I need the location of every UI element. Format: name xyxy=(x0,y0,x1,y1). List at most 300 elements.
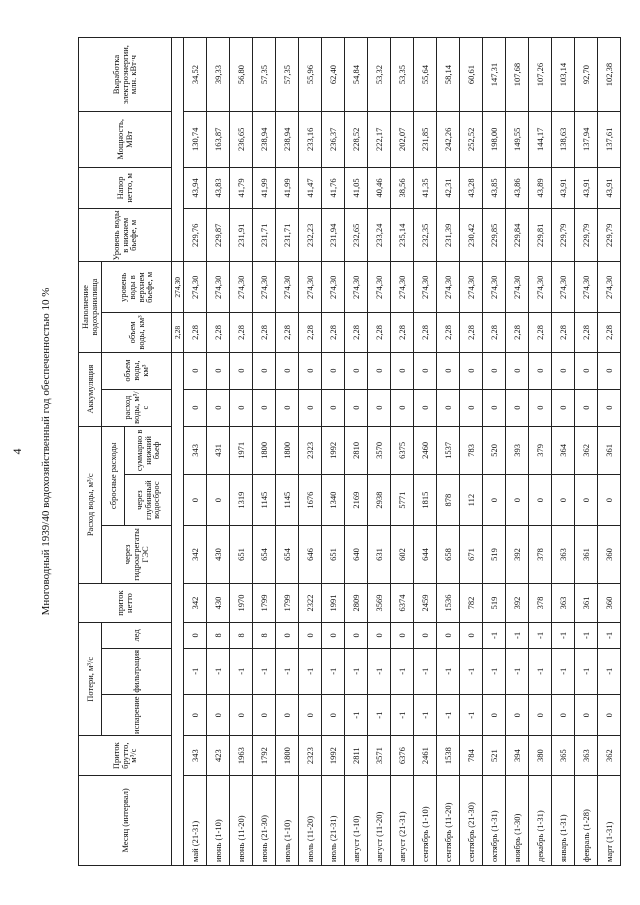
col-energy: Выработка электроэнергии, млн. кВт·ч xyxy=(79,38,172,112)
cell-energy: 39,33 xyxy=(207,38,230,112)
cell-head-net: 43,89 xyxy=(529,167,552,209)
cell-accum-flow: 0 xyxy=(368,389,391,426)
cell-inflow-net: 2322 xyxy=(299,583,322,622)
cell-deep-spillway: 1676 xyxy=(299,475,322,526)
cell-deep-spillway: 878 xyxy=(437,475,460,526)
cell-inflow-net: 430 xyxy=(207,583,230,622)
cell-month: июль (21-31) xyxy=(322,775,345,865)
cell-accum-flow: 0 xyxy=(322,389,345,426)
cell-upstream-level: 274,30 xyxy=(575,262,598,313)
cell-inflow-net: 2809 xyxy=(345,583,368,622)
cell-deep-spillway: 0 xyxy=(575,475,598,526)
cell-inflow-gross: 1800 xyxy=(276,736,299,775)
cell-ice: 8 xyxy=(253,623,276,648)
cell-filtration: -1 xyxy=(276,648,299,694)
cell-ice: 0 xyxy=(299,623,322,648)
group-flow: Расход воды, м³/с xyxy=(79,426,102,583)
cell-ice: -1 xyxy=(529,623,552,648)
cell-upstream-level: 274,30 xyxy=(253,262,276,313)
table-row xyxy=(230,38,253,866)
cell-accum-flow: 0 xyxy=(437,389,460,426)
table-row xyxy=(437,38,460,866)
cell-res-volume: 2,28 xyxy=(529,313,552,352)
group-losses: Потери, м³/с xyxy=(79,623,102,736)
cell-res-volume: 2,28 xyxy=(276,313,299,352)
col-downstream-level: Уровень воды в нижнем бьефе, м xyxy=(79,209,172,262)
cell-evaporation: -1 xyxy=(368,694,391,736)
cell-accum-flow: 0 xyxy=(391,389,414,426)
cell-inflow-net: 519 xyxy=(483,583,506,622)
cell-power: 202,07 xyxy=(391,112,414,168)
col-head-net: Напор нетто, м xyxy=(79,167,172,209)
cell-energy: 54,84 xyxy=(345,38,368,112)
cell-power: 198,00 xyxy=(483,112,506,168)
cell-deep-spillway: 1319 xyxy=(230,475,253,526)
cell-via-units: 651 xyxy=(322,526,345,584)
cell-month: август (21-31) xyxy=(391,775,414,865)
cell-res-volume: 2,28 xyxy=(575,313,598,352)
cell-upstream-level: 274,30 xyxy=(598,262,621,313)
cell-res-volume: 2,28 xyxy=(598,313,621,352)
cell-inflow-gross: 521 xyxy=(483,736,506,775)
cell-downstream-level: 229,85 xyxy=(483,209,506,262)
cell-head-net: 41,99 xyxy=(276,167,299,209)
cell-inflow-net: 2459 xyxy=(414,583,437,622)
cell-downstream-level: 229,76 xyxy=(184,209,207,262)
cell-power: 233,16 xyxy=(299,112,322,168)
cell-filtration: -1 xyxy=(368,648,391,694)
group-accumulation: Аккумуляция xyxy=(79,352,102,426)
cell-inflow-gross: 6376 xyxy=(391,736,414,775)
cell-downstream-level: 231,71 xyxy=(276,209,299,262)
cell-accum-volume: 0 xyxy=(368,352,391,389)
cell-total-downstream: 3570 xyxy=(368,426,391,475)
group-reservoir: Наполнение водохранилища xyxy=(79,262,102,352)
cell-ice: 0 xyxy=(368,623,391,648)
cell-filtration: -1 xyxy=(322,648,345,694)
table-row xyxy=(414,38,437,866)
cell-inflow-net: 1799 xyxy=(276,583,299,622)
col-inflow-gross: Приток брутто, м³/с xyxy=(79,736,172,775)
cell-deep-spillway: 1340 xyxy=(322,475,345,526)
cell-downstream-level: 229,81 xyxy=(529,209,552,262)
cell-accum-flow: 0 xyxy=(253,389,276,426)
col-accum-flow: расход воды, м³/с xyxy=(102,389,172,426)
table-row xyxy=(598,38,621,866)
cell-upstream-level: 274,30 xyxy=(276,262,299,313)
cell-power: 236,65 xyxy=(230,112,253,168)
cell-energy: 56,80 xyxy=(230,38,253,112)
cell-month: сентябрь (21-30) xyxy=(460,775,483,865)
cell-accum-volume: 0 xyxy=(184,352,207,389)
table-row xyxy=(460,38,483,866)
cell-month: сентябрь (1-10) xyxy=(414,775,437,865)
cell-upstream-level: 274,30 xyxy=(460,262,483,313)
cell-filtration: -1 xyxy=(207,648,230,694)
cell-inflow-net: 782 xyxy=(460,583,483,622)
cell-month: декабрь (1-31) xyxy=(529,775,552,865)
cell-energy: 107,26 xyxy=(529,38,552,112)
cell-via-units: 602 xyxy=(391,526,414,584)
cell-evaporation: -1 xyxy=(414,694,437,736)
cell-upstream-level: 274,30 xyxy=(322,262,345,313)
cell-upstream-level: 274,30 xyxy=(345,262,368,313)
group-discharge: сбросные расходы xyxy=(102,426,125,525)
cell-res-volume: 2,28 xyxy=(552,313,575,352)
cell-accum-volume: 0 xyxy=(529,352,552,389)
cell-downstream-level: 235,14 xyxy=(391,209,414,262)
cell-power: 137,94 xyxy=(575,112,598,168)
cell-evaporation: -1 xyxy=(391,694,414,736)
cell-ice: 0 xyxy=(276,623,299,648)
cell-filtration: -1 xyxy=(230,648,253,694)
start-upstream-level: 274,30 xyxy=(172,262,184,313)
table-row xyxy=(207,38,230,866)
cell-deep-spillway: 1815 xyxy=(414,475,437,526)
cell-accum-volume: 0 xyxy=(414,352,437,389)
cell-accum-flow: 0 xyxy=(575,389,598,426)
cell-filtration: -1 xyxy=(345,648,368,694)
cell-evaporation: 0 xyxy=(207,694,230,736)
table-row xyxy=(506,38,529,866)
cell-energy: 57,35 xyxy=(276,38,299,112)
cell-accum-flow: 0 xyxy=(414,389,437,426)
cell-downstream-level: 230,42 xyxy=(460,209,483,262)
cell-accum-flow: 0 xyxy=(460,389,483,426)
cell-inflow-gross: 380 xyxy=(529,736,552,775)
cell-inflow-gross: 2461 xyxy=(414,736,437,775)
cell-evaporation: 0 xyxy=(184,694,207,736)
cell-head-net: 43,91 xyxy=(575,167,598,209)
cell-power: 242,26 xyxy=(437,112,460,168)
col-month: Месяц (интервал) xyxy=(79,775,172,865)
cell-evaporation: 0 xyxy=(483,694,506,736)
cell-ice: -1 xyxy=(598,623,621,648)
cell-energy: 107,68 xyxy=(506,38,529,112)
cell-downstream-level: 232,65 xyxy=(345,209,368,262)
cell-month: май (21-31) xyxy=(184,775,207,865)
cell-month: июнь (1-10) xyxy=(207,775,230,865)
cell-accum-flow: 0 xyxy=(529,389,552,426)
cell-via-units: 360 xyxy=(598,526,621,584)
cell-upstream-level: 274,30 xyxy=(368,262,391,313)
table-row xyxy=(276,38,299,866)
cell-inflow-gross: 2811 xyxy=(345,736,368,775)
cell-month: октябрь (1-31) xyxy=(483,775,506,865)
cell-month: март (1-31) xyxy=(598,775,621,865)
cell-downstream-level: 229,79 xyxy=(598,209,621,262)
cell-inflow-net: 1991 xyxy=(322,583,345,622)
cell-deep-spillway: 2938 xyxy=(368,475,391,526)
table-row xyxy=(529,38,552,866)
cell-filtration: -1 xyxy=(506,648,529,694)
cell-head-net: 41,99 xyxy=(253,167,276,209)
cell-res-volume: 2,28 xyxy=(184,313,207,352)
cell-upstream-level: 274,30 xyxy=(207,262,230,313)
cell-filtration: -1 xyxy=(184,648,207,694)
cell-inflow-gross: 1963 xyxy=(230,736,253,775)
table-row xyxy=(253,38,276,866)
cell-res-volume: 2,28 xyxy=(368,313,391,352)
col-res-volume: объем воды, км³ xyxy=(102,313,172,352)
page-number: 4 xyxy=(10,448,24,455)
cell-upstream-level: 274,30 xyxy=(506,262,529,313)
cell-via-units: 361 xyxy=(575,526,598,584)
cell-ice: 0 xyxy=(391,623,414,648)
col-power: Мощность, МВт xyxy=(79,112,172,168)
cell-total-downstream: 1800 xyxy=(276,426,299,475)
cell-ice: 8 xyxy=(230,623,253,648)
cell-filtration: -1 xyxy=(391,648,414,694)
cell-power: 222,17 xyxy=(368,112,391,168)
cell-power: 144,17 xyxy=(529,112,552,168)
cell-power: 137,61 xyxy=(598,112,621,168)
col-accum-volume: объем воды, км³ xyxy=(102,352,172,389)
cell-via-units: 654 xyxy=(253,526,276,584)
table-row xyxy=(391,38,414,866)
cell-total-downstream: 379 xyxy=(529,426,552,475)
cell-deep-spillway: 0 xyxy=(207,475,230,526)
cell-via-units: 651 xyxy=(230,526,253,584)
cell-evaporation: 0 xyxy=(230,694,253,736)
cell-filtration: -1 xyxy=(598,648,621,694)
cell-total-downstream: 2460 xyxy=(414,426,437,475)
cell-filtration: -1 xyxy=(483,648,506,694)
cell-accum-volume: 0 xyxy=(253,352,276,389)
cell-via-units: 392 xyxy=(506,526,529,584)
cell-downstream-level: 231,39 xyxy=(437,209,460,262)
cell-accum-flow: 0 xyxy=(207,389,230,426)
cell-head-net: 41,76 xyxy=(322,167,345,209)
cell-deep-spillway: 5771 xyxy=(391,475,414,526)
cell-month: август (1-10) xyxy=(345,775,368,865)
cell-total-downstream: 431 xyxy=(207,426,230,475)
cell-downstream-level: 232,23 xyxy=(299,209,322,262)
cell-upstream-level: 274,30 xyxy=(299,262,322,313)
cell-head-net: 40,46 xyxy=(368,167,391,209)
cell-res-volume: 2,28 xyxy=(253,313,276,352)
cell-power: 228,52 xyxy=(345,112,368,168)
cell-inflow-gross: 1792 xyxy=(253,736,276,775)
cell-inflow-net: 361 xyxy=(575,583,598,622)
cell-energy: 53,35 xyxy=(391,38,414,112)
cell-deep-spillway: 1145 xyxy=(253,475,276,526)
cell-evaporation: 0 xyxy=(299,694,322,736)
cell-head-net: 41,35 xyxy=(414,167,437,209)
cell-head-net: 43,91 xyxy=(552,167,575,209)
cell-upstream-level: 274,30 xyxy=(184,262,207,313)
cell-accum-volume: 0 xyxy=(506,352,529,389)
cell-power: 231,85 xyxy=(414,112,437,168)
cell-month: август (11-20) xyxy=(368,775,391,865)
cell-filtration: -1 xyxy=(253,648,276,694)
cell-head-net: 43,28 xyxy=(460,167,483,209)
cell-accum-volume: 0 xyxy=(322,352,345,389)
cell-via-units: 519 xyxy=(483,526,506,584)
cell-via-units: 631 xyxy=(368,526,391,584)
cell-inflow-gross: 423 xyxy=(207,736,230,775)
cell-inflow-net: 360 xyxy=(598,583,621,622)
cell-month: июль (11-20) xyxy=(299,775,322,865)
cell-accum-flow: 0 xyxy=(299,389,322,426)
cell-accum-volume: 0 xyxy=(552,352,575,389)
cell-total-downstream: 1800 xyxy=(253,426,276,475)
cell-power: 236,37 xyxy=(322,112,345,168)
cell-inflow-net: 363 xyxy=(552,583,575,622)
cell-inflow-net: 6374 xyxy=(391,583,414,622)
cell-ice: 0 xyxy=(322,623,345,648)
cell-accum-volume: 0 xyxy=(345,352,368,389)
cell-accum-flow: 0 xyxy=(598,389,621,426)
cell-via-units: 671 xyxy=(460,526,483,584)
cell-ice: 0 xyxy=(345,623,368,648)
col-ice: лед xyxy=(102,623,172,648)
cell-res-volume: 2,28 xyxy=(391,313,414,352)
cell-energy: 147,31 xyxy=(483,38,506,112)
cell-via-units: 378 xyxy=(529,526,552,584)
cell-inflow-net: 392 xyxy=(506,583,529,622)
cell-evaporation: -1 xyxy=(460,694,483,736)
table-row xyxy=(368,38,391,866)
cell-res-volume: 2,28 xyxy=(322,313,345,352)
cell-power: 163,87 xyxy=(207,112,230,168)
cell-evaporation: 0 xyxy=(529,694,552,736)
cell-energy: 34,52 xyxy=(184,38,207,112)
cell-res-volume: 2,28 xyxy=(345,313,368,352)
cell-month: сентябрь (11-20) xyxy=(437,775,460,865)
cell-upstream-level: 274,30 xyxy=(391,262,414,313)
cell-deep-spillway: 112 xyxy=(460,475,483,526)
cell-total-downstream: 520 xyxy=(483,426,506,475)
cell-accum-volume: 0 xyxy=(391,352,414,389)
cell-total-downstream: 361 xyxy=(598,426,621,475)
col-deep-spillway: через глубинный водосброс xyxy=(125,475,172,526)
cell-energy: 102,38 xyxy=(598,38,621,112)
cell-res-volume: 2,28 xyxy=(483,313,506,352)
cell-deep-spillway: 1145 xyxy=(276,475,299,526)
cell-evaporation: 0 xyxy=(575,694,598,736)
cell-head-net: 38,56 xyxy=(391,167,414,209)
cell-res-volume: 2,28 xyxy=(414,313,437,352)
cell-ice: 8 xyxy=(207,623,230,648)
cell-power: 238,94 xyxy=(276,112,299,168)
col-total-downstream: суммарно в нижний бьеф xyxy=(125,426,172,475)
cell-month: ноябрь (1-30) xyxy=(506,775,529,865)
cell-inflow-gross: 784 xyxy=(460,736,483,775)
cell-downstream-level: 229,84 xyxy=(506,209,529,262)
cell-via-units: 342 xyxy=(184,526,207,584)
cell-inflow-net: 342 xyxy=(184,583,207,622)
table-row xyxy=(483,38,506,866)
cell-deep-spillway: 0 xyxy=(552,475,575,526)
cell-ice: 0 xyxy=(460,623,483,648)
cell-downstream-level: 229,79 xyxy=(575,209,598,262)
cell-energy: 62,40 xyxy=(322,38,345,112)
col-upstream-level: уровень воды в верхнем бьефе, м xyxy=(102,262,172,313)
cell-via-units: 658 xyxy=(437,526,460,584)
cell-power: 138,63 xyxy=(552,112,575,168)
cell-evaporation: 0 xyxy=(552,694,575,736)
cell-via-units: 646 xyxy=(299,526,322,584)
cell-total-downstream: 362 xyxy=(575,426,598,475)
cell-res-volume: 2,28 xyxy=(437,313,460,352)
cell-filtration: -1 xyxy=(414,648,437,694)
cell-accum-flow: 0 xyxy=(345,389,368,426)
cell-head-net: 41,05 xyxy=(345,167,368,209)
cell-accum-volume: 0 xyxy=(437,352,460,389)
cell-head-net: 41,79 xyxy=(230,167,253,209)
cell-inflow-gross: 2323 xyxy=(299,736,322,775)
cell-accum-volume: 0 xyxy=(460,352,483,389)
cell-head-net: 43,94 xyxy=(184,167,207,209)
cell-accum-volume: 0 xyxy=(575,352,598,389)
cell-res-volume: 2,28 xyxy=(506,313,529,352)
cell-res-volume: 2,28 xyxy=(460,313,483,352)
cell-deep-spillway: 2169 xyxy=(345,475,368,526)
cell-total-downstream: 1537 xyxy=(437,426,460,475)
cell-ice: -1 xyxy=(506,623,529,648)
cell-filtration: -1 xyxy=(575,648,598,694)
cell-ice: 0 xyxy=(414,623,437,648)
cell-head-net: 41,47 xyxy=(299,167,322,209)
cell-month: январь (1-31) xyxy=(552,775,575,865)
cell-inflow-gross: 365 xyxy=(552,736,575,775)
cell-head-net: 43,83 xyxy=(207,167,230,209)
cell-inflow-net: 1799 xyxy=(253,583,276,622)
cell-total-downstream: 2323 xyxy=(299,426,322,475)
cell-energy: 55,96 xyxy=(299,38,322,112)
cell-power: 238,94 xyxy=(253,112,276,168)
cell-total-downstream: 6375 xyxy=(391,426,414,475)
cell-res-volume: 2,28 xyxy=(207,313,230,352)
table-row xyxy=(184,38,207,866)
cell-via-units: 654 xyxy=(276,526,299,584)
cell-evaporation: 0 xyxy=(598,694,621,736)
cell-downstream-level: 229,87 xyxy=(207,209,230,262)
cell-inflow-gross: 1538 xyxy=(437,736,460,775)
cell-accum-volume: 0 xyxy=(230,352,253,389)
cell-evaporation: -1 xyxy=(437,694,460,736)
cell-inflow-gross: 1992 xyxy=(322,736,345,775)
cell-head-net: 42,31 xyxy=(437,167,460,209)
cell-evaporation: 0 xyxy=(322,694,345,736)
cell-accum-flow: 0 xyxy=(552,389,575,426)
cell-filtration: -1 xyxy=(460,648,483,694)
cell-res-volume: 2,28 xyxy=(299,313,322,352)
cell-energy: 55,64 xyxy=(414,38,437,112)
cell-head-net: 43,86 xyxy=(506,167,529,209)
cell-accum-flow: 0 xyxy=(276,389,299,426)
cell-energy: 58,14 xyxy=(437,38,460,112)
cell-res-volume: 2,28 xyxy=(230,313,253,352)
start-res-volume: 2,28 xyxy=(172,313,184,352)
cell-inflow-net: 3569 xyxy=(368,583,391,622)
table-row xyxy=(552,38,575,866)
start-row xyxy=(172,38,184,866)
cell-via-units: 640 xyxy=(345,526,368,584)
cell-via-units: 644 xyxy=(414,526,437,584)
cell-accum-volume: 0 xyxy=(207,352,230,389)
rotated-page-content xyxy=(10,37,614,866)
cell-month: июль (1-10) xyxy=(276,775,299,865)
cell-total-downstream: 783 xyxy=(460,426,483,475)
cell-total-downstream: 2810 xyxy=(345,426,368,475)
cell-upstream-level: 274,30 xyxy=(437,262,460,313)
cell-accum-flow: 0 xyxy=(483,389,506,426)
cell-downstream-level: 231,71 xyxy=(253,209,276,262)
col-via-units: через гидроагрегаты ГЭС xyxy=(102,526,172,584)
cell-total-downstream: 1971 xyxy=(230,426,253,475)
